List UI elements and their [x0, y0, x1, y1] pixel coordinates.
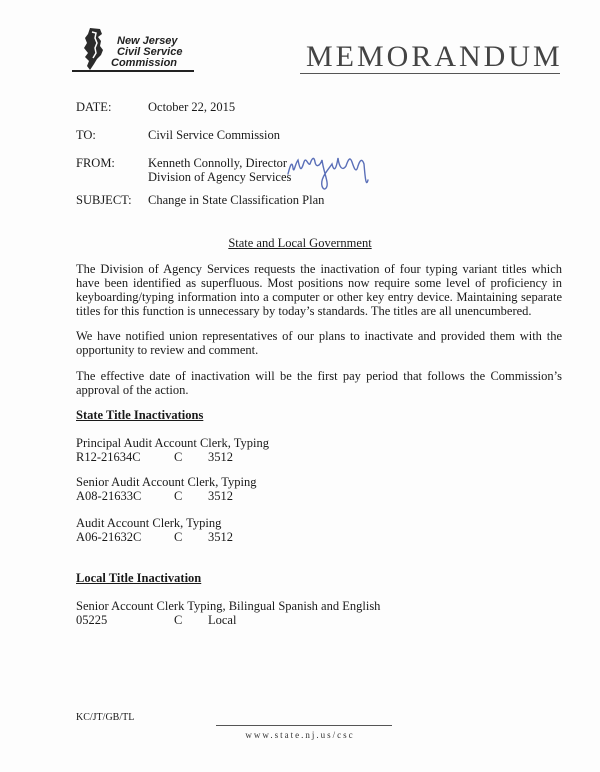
- title-unit: 3512: [208, 530, 233, 544]
- title-class: C: [174, 613, 183, 627]
- paragraph-3: The effective date of inactivation will be the first pay period that follows the Commission’s approval of the action.: [76, 369, 562, 397]
- author-initials: KC/JT/GB/TL: [76, 712, 135, 723]
- local-title-row: [76, 613, 376, 627]
- state-title-row: [76, 450, 376, 464]
- title-code: 05225: [76, 613, 108, 627]
- from-label: FROM:: [76, 156, 115, 170]
- memo-title: MEMORANDUM: [306, 40, 563, 73]
- org-line-3: Commission: [111, 57, 178, 69]
- title-unit: 3512: [208, 489, 233, 503]
- state-title-name: Audit Account Clerk, Typing: [76, 516, 222, 530]
- from-value-line1: Kenneth Connolly, Director: [148, 156, 288, 170]
- title-unit: 3512: [208, 450, 233, 464]
- footer-rule: [216, 725, 392, 726]
- state-title-row: [76, 489, 376, 503]
- subject-label: SUBJECT:: [76, 193, 132, 207]
- to-label: TO:: [76, 128, 96, 142]
- title-class: C: [174, 489, 183, 503]
- org-line-1: New Jersey: [117, 35, 178, 47]
- title-class: C: [174, 450, 183, 464]
- to-value: Civil Service Commission: [148, 128, 280, 142]
- title-class: C: [174, 530, 183, 544]
- handwritten-signature: [284, 146, 384, 196]
- title-code: R12-21634C: [76, 450, 141, 464]
- state-title-name: Principal Audit Account Clerk, Typing: [76, 436, 269, 450]
- org-name: [111, 35, 183, 69]
- title-rule: [300, 73, 560, 74]
- footer-url: www.state.nj.us/csc: [245, 730, 355, 740]
- njcsc-logo: [76, 26, 196, 74]
- state-title-row: [76, 530, 376, 544]
- local-title-name: Senior Account Clerk Typing, Bilingual Spanish and English: [76, 599, 381, 613]
- title-code: A08-21633C: [76, 489, 142, 503]
- title-code: A06-21632C: [76, 530, 142, 544]
- state-title-name: Senior Audit Account Clerk, Typing: [76, 475, 257, 489]
- paragraph-2: We have notified union representatives of our plans to inactivate and provided them with the opportunity to review and comment.: [76, 329, 562, 357]
- from-value-line2: Division of Agency Services: [148, 170, 292, 184]
- org-line-2: Civil Service: [117, 46, 183, 58]
- date-value: October 22, 2015: [148, 100, 236, 114]
- local-titles-heading: Local Title Inactivation: [76, 571, 202, 585]
- logo-underline: [72, 70, 194, 72]
- section-heading: State and Local Government: [228, 236, 372, 250]
- state-titles-heading: State Title Inactivations: [76, 408, 204, 422]
- subject-value: Change in State Classification Plan: [148, 193, 325, 207]
- title-unit: Local: [208, 613, 237, 627]
- date-label: DATE:: [76, 100, 112, 114]
- paragraph-1: The Division of Agency Services requests the inactivation of four typing variant titles which have been identified as superfluous. Most positions now require some level of proficiency in keyboarding/typing information into a computer or other key entry device. Maintaining separate titles for this function is unnecessary by today’s standards. The titles are all unencumbered.: [76, 262, 562, 318]
